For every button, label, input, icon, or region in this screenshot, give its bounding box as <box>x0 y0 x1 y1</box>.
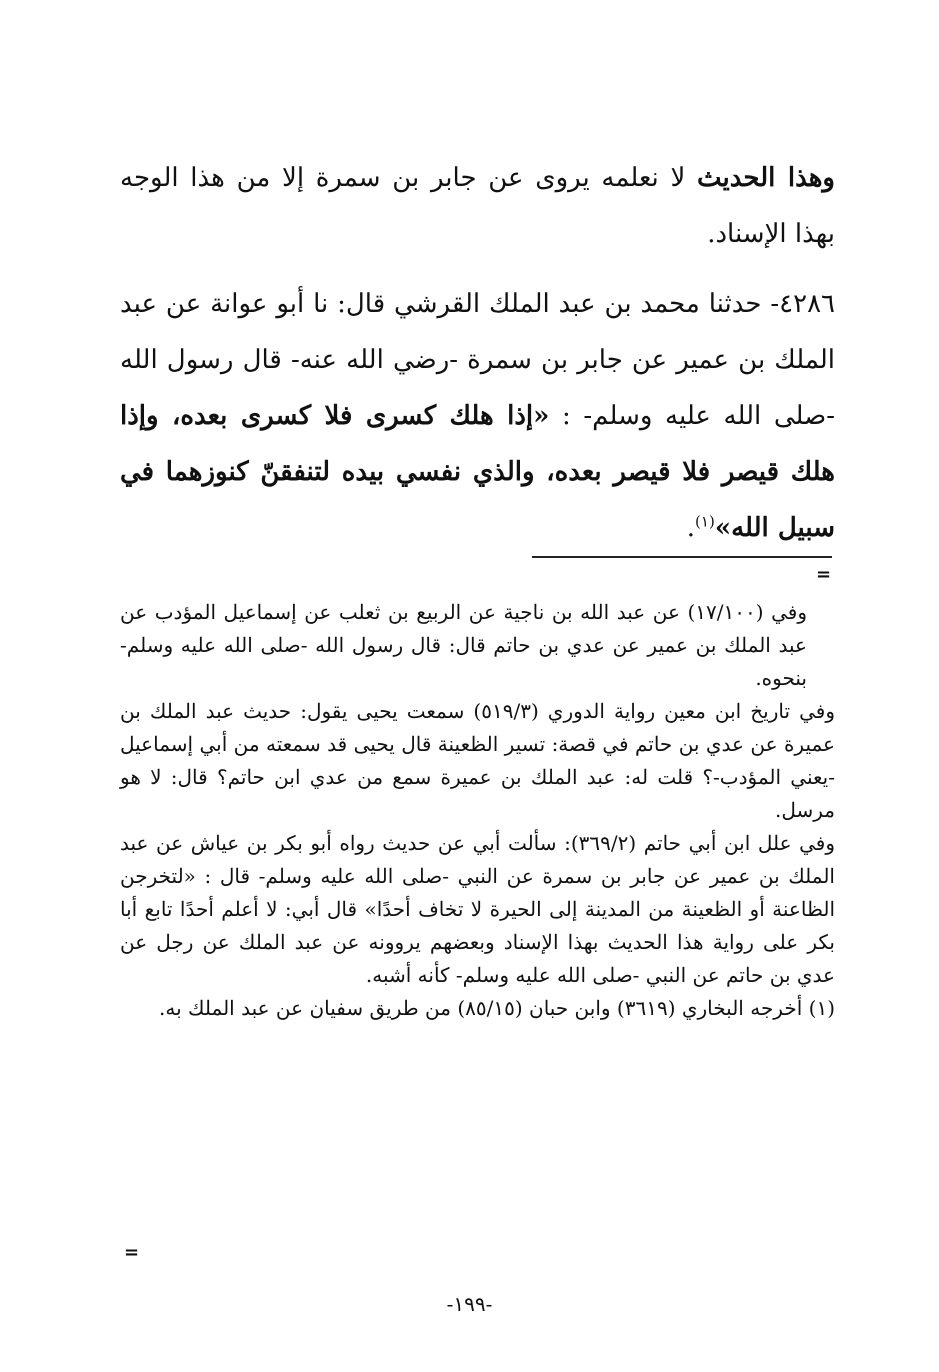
footnote-1: (١) أخرجه البخاري (٣٦١٩) وابن حبان (٨٥/١٥) من طريق سفيان عن عبد الملك به. <box>159 996 835 1020</box>
hadith-matn: «إذا هلك كسرى فلا كسرى بعده، وإذا هلك قيصر فلا قيصر بعده، والذي نفسي بيده لتنفقنّ كنوزهما في سبيل الله» <box>120 401 835 543</box>
footnote-separator <box>532 556 832 558</box>
continuation-mark-top: = <box>816 564 832 585</box>
paragraph-1-text: لا نعلمه يروى عن جابر بن سمرة إلا من هذا الوجه بهذا الإسناد. <box>120 163 835 249</box>
footnote-ref: (١) <box>695 512 715 531</box>
main-text <box>120 150 835 556</box>
paragraph-1 <box>120 150 835 262</box>
footnote-note-3: وفي علل ابن أبي حاتم (٣٦٩/٢): سألت أبي عن حديث رواه أبو بكر بن عياش عن عبد الملك بن عمير عن جابر بن سمرة عن النبي -صلى الله عليه وسلم- قال : «لتخرجن الظاعنة أو الظعينة من المدينة إلى الحيرة لا تخاف أحدًا» قال أبي: لا أعلم أحدًا تابع أبا بكر على رواية هذا الحديث بهذا الإسناد وبعضهم يروونه عن عبد الملك عن رجل عن عدي بن حاتم عن النبي -صلى الله عليه وسلم- كأنه أشبه. <box>120 831 835 987</box>
paragraph-1-lead: وهذا الحديث <box>697 163 835 193</box>
hadith-isnad: ٤٢٨٦- حدثنا محمد بن عبد الملك القرشي قال: نا أبو عوانة عن عبد الملك بن عمير عن جابر بن سمرة -رضي الله عنه- قال رسول الله -صلى الله عليه وسلم- : <box>120 289 835 431</box>
footnotes <box>120 596 835 1025</box>
hadith-end: . <box>686 513 696 543</box>
page-number: -١٩٩- <box>446 1292 493 1316</box>
continuation-mark-bottom: = <box>124 1242 140 1263</box>
footnote-note-1: وفي (١٧/١٠٠) عن عبد الله بن ناجية عن الربيع بن ثعلب عن إسماعيل المؤدب عن عبد الملك بن عمير عن عدي بن حاتم قال: قال رسول الله -صلى الله عليه وسلم- بنحوه. <box>120 600 807 690</box>
hadith-4286 <box>120 276 835 556</box>
footnote-note-2: وفي تاريخ ابن معين رواية الدوري (٥١٩/٣) سمعت يحيى يقول: حديث عبد الملك بن عميرة عن عدي بن حاتم في قصة: تسير الظعينة قال يحيى قد سمعته من أبي إسماعيل -يعني المؤدب-؟ قلت له: عبد الملك بن عميرة سمع من عدي ابن حاتم؟ قال: لا هو مرسل. <box>120 699 835 822</box>
